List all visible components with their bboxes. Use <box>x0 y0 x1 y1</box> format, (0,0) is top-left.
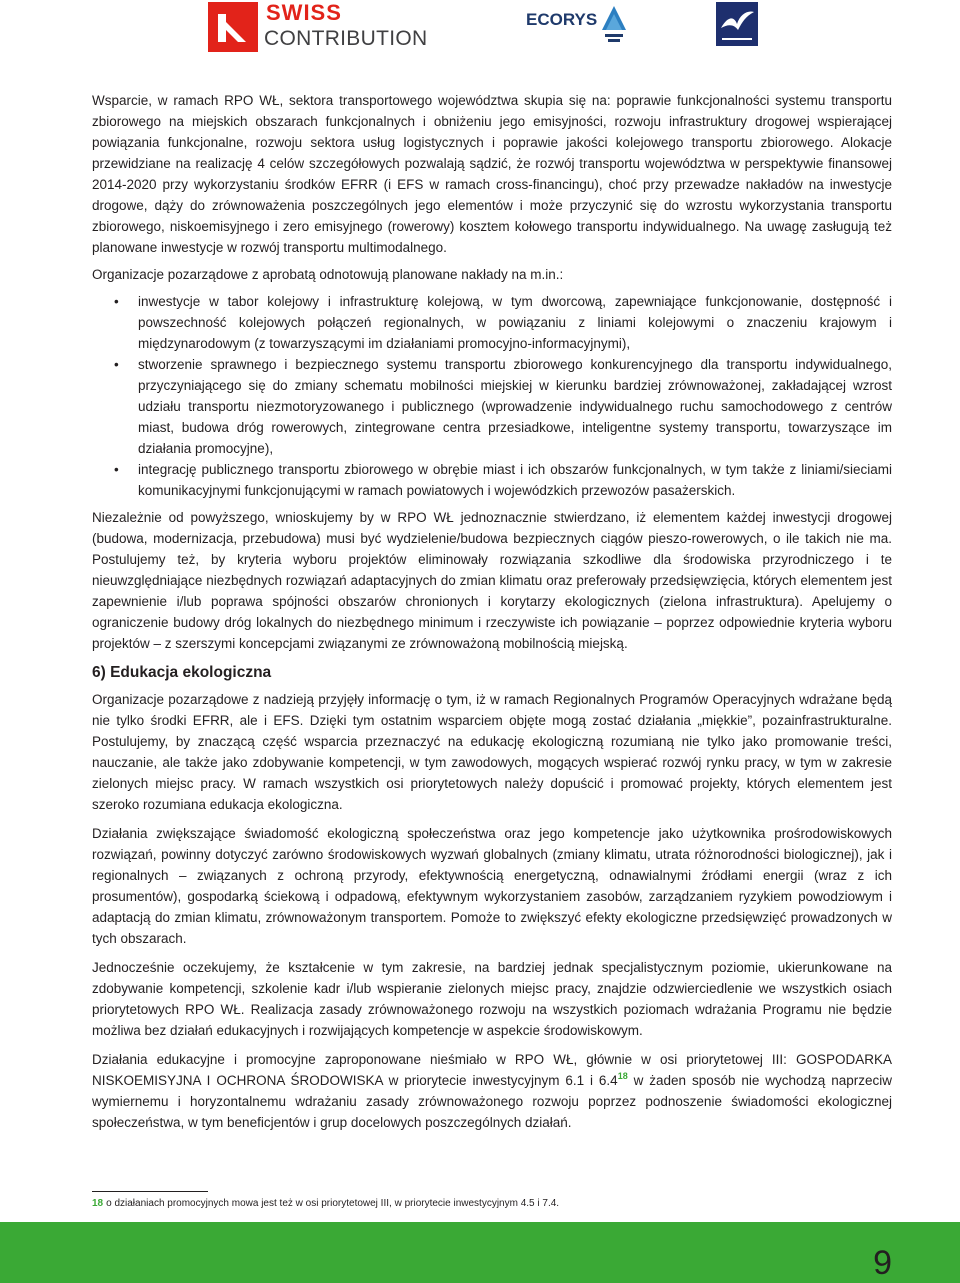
paragraph-efs-support: Organizacje pozarządowe z nadzieją przyjęły informację o tym, iż w ramach Regionalnych Programów Operacyjnych wdrażane będą nie tylko środki EFRR, ale i EFS. Dzięki tym ostatnim wsparciem objęte mogą zostać działania „miękkie”, pozainfrastrukturalne. Postulujemy, by znaczącą część wsparcia przeznaczyć na edukację ekologiczną rozumianą nie tylko jako promowanie treści, nauczanie, ale także jako zdobywanie kompetencji, w tym zawodowych, mogących wspierać rozwój rynku pracy, w tym w zakresie zielonych miejsc pracy. W ramach wszystkich osi priorytetowych należy dopuścić i promować projekty, których elementem jest szeroko rozumiana edukacja ekologiczna. <box>92 692 892 812</box>
seagull-logo-icon <box>716 2 758 46</box>
list-item <box>92 291 892 354</box>
footnote-text: o działaniach promocyjnych mowa jest też w osi priorytetowej III, w priorytecie inwestycyjnym 4.5 i 7.4. <box>106 1198 560 1209</box>
bullet-icon: • <box>114 357 119 372</box>
main-content <box>92 90 892 1139</box>
swiss-logo-line1: SWISS <box>266 0 342 25</box>
footnote-divider <box>92 1191 208 1192</box>
swiss-contribution-logo-icon <box>208 2 258 52</box>
footnote-reference[interactable]: 18 <box>617 1071 628 1081</box>
swiss-contribution-logo <box>208 2 440 52</box>
footer-bar <box>0 1222 960 1283</box>
page-header <box>0 0 960 60</box>
bullet-icon: • <box>114 462 119 477</box>
paragraph-awareness: Działania zwiększające świadomość ekologiczną społeczeństwa oraz jego kompetencje jako użytkownika prośrodowiskowych rozwiązań, powinny dotyczyć zarówno środowiskowych wyzwań globalnych (zmiany klimatu, utrata różnorodności biologicznej), jak i regionalnych – związanych z ochroną przyrody, efektywnością energetyczną, odnawialnymi źródłami energii (wraz z ich prosumentów), gospodarką ściekową i odpadową, efektywnym wykorzystaniem zasobów, zarządzaniem ryzykiem powodziowym i adaptacją do zmian klimatu, zrównoważonym transportem. Pomoże to zwiększyć efekty ekologiczne przedsięwzięć prowadzonych w tych obszarach. <box>92 826 892 946</box>
paragraph-text: Działania edukacyjne i promocyjne zaproponowane nieśmiało w RPO WŁ, głównie w osi priorytetowej III: GOSPODARKA NISKOEMISYJNA I OCHRONA ŚRODOWISKA w priorytecie inwestycyjnym 6.1 i 6.4 <box>92 1052 892 1088</box>
list-item <box>92 459 892 501</box>
list-item-text: inwestycje w tabor kolejowy i infrastrukturę kolejową, w tym dworcową, zapewniające funkcjonowanie, dostępność i powszechność kolejowych połączeń regionalnych, w powiązaniu z liniami kolejowymi o znaczeniu krajowym i międzynarodowym (z towarzyszącymi im działaniami promocyjno-informacyjnymi), <box>138 294 892 351</box>
paragraph-text: w żaden sposób nie wychodzą naprzeciw wymiernemu i horyzontalnemu wdrażaniu zasady zrównoważonego rozwoju poprzez podnoszenie świadomości ekologicznej społeczeństwa, w tym beneficjentów i grup docelowych poszczególnych działań. <box>92 1073 892 1130</box>
paragraph-education-actions <box>92 1049 892 1133</box>
paragraph-specialist-training: Jednocześnie oczekujemy, że kształcenie w tym zakresie, na bardziej jednak specjalistycznym poziomie, ukierunkowane na zdobywanie kompetencji, szkolenie kadr i/lub wspieranie zielonych miejsc pracy, znajdzie odzwierciedlenie we wszystkich osiach priorytetowych RPO WŁ. Realizacja zasady zrównoważonego rozwoju na wszystkich poziomach wdrażania Programu nie będzie możliwa bez działań edukacyjnych i rozwijających kompetencje w aspekcie środowiskowym. <box>92 960 892 1038</box>
bullet-list <box>92 291 892 501</box>
bullet-icon: • <box>114 294 119 309</box>
swiss-logo-line2: CONTRIBUTION <box>264 27 428 50</box>
paragraph-road-investments: Niezależnie od powyższego, wnioskujemy by w RPO WŁ jednoznacznie stwierdzano, iż elementem każdej inwestycji drogowej (budowa, modernizacja, przebudowa) musi być wydzielenie/budowa bezpiecznych ciągów pieszo-rowerowych, o ile takich nie ma. Postulujemy też, by kryteria wyboru projektów eliminowały rozwiązania szkodliwe dla środowiska przyrodniczego i te nieuwzględniające niezbędnych rozwiązań adaptacyjnych do zmian klimatu oraz preferowały przedsięwzięcia, których elementem jest zapewnienie i/lub poprawa spójności obszarów chronionych i korytarzy ekologicznych (zielona infrastruktura). Apelujemy o ograniczenie budowy dróg lokalnych do niezbędnego minimum i rzeczywiste ich powiązanie – poprzez odpowiednie kryteria wyboru projektów – z szerszymi koncepcjami związanymi ze zrównoważoną mobilnością miejską. <box>92 510 892 651</box>
ecorys-logo-icon <box>601 4 627 48</box>
page-number: 9 <box>873 1244 892 1282</box>
footnote <box>92 1197 892 1211</box>
section-heading: 6) Edukacja ekologiczna <box>92 664 272 681</box>
paragraph-ngo-approval: Organizacje pozarządowe z aprobatą odnotowują planowane nakłady na m.in.: <box>92 267 564 282</box>
list-item <box>92 354 892 459</box>
ecorys-logo-text: ECORYS <box>526 10 598 29</box>
list-item-text: integrację publicznego transportu zbiorowego w obrębie miast i ich obszarów funkcjonalnych, w tym także z liniami/sieciami komunikacyjnymi funkcjonującymi w ramach powiatowych i wojewódzkich przewozów pasażerskich. <box>138 462 892 498</box>
footnote-number: 18 <box>92 1198 104 1209</box>
ecorys-logo <box>526 4 628 48</box>
paragraph-transport-support: Wsparcie, w ramach RPO WŁ, sektora transportowego województwa skupia się na: poprawie funkcjonalności systemu transportu zbiorowego na miejskich obszarach funkcjonalnych i obniżeniu jego emisyjności, rozwoju infrastruktury drogowej wspierającej powiązania funkcjonalne, rozwoju sektora usług logistycznych i poprawie jakości kolejowego transportu zbiorowego. Alokacje przewidziane na realizację 4 celów szczegółowych pozwalają sądzić, że rozwój transportu województwa w perspektywie finansowej 2014-2020 przy wykorzystaniu środków EFRR (i EFS w ramach cross-financingu), choć przy przewadze nakładów na inwestycje drogowe, dąży do zrównoważenia poszczególnych jego elementów i może przyczynić się do wzrostu wykorzystania transportu zbiorowego, niskoemisyjnego i zero emisyjnego (rowerowy) kosztem kołowego transportu indywidualnego. Na uwagę zasługują też planowane inwestycje w rozwój transportu multimodalnego. <box>92 93 892 255</box>
list-item-text: stworzenie sprawnego i bezpiecznego systemu transportu zbiorowego konkurencyjnego dla transportu indywidualnego, przyczyniającego się do zmiany schematu mobilności miejskiej w kierunku bardziej zrównoważonej, zakładającej wzrost udziału transportu niezmotoryzowanego i publicznego (wprowadzenie indywidualnego ruchu samochodowego z centrów miast, budowa dróg rowerowych, zintegrowane centra przesiadkowe, inteligentne systemy transportu, towarzyszące im działania promocyjne), <box>138 357 892 456</box>
